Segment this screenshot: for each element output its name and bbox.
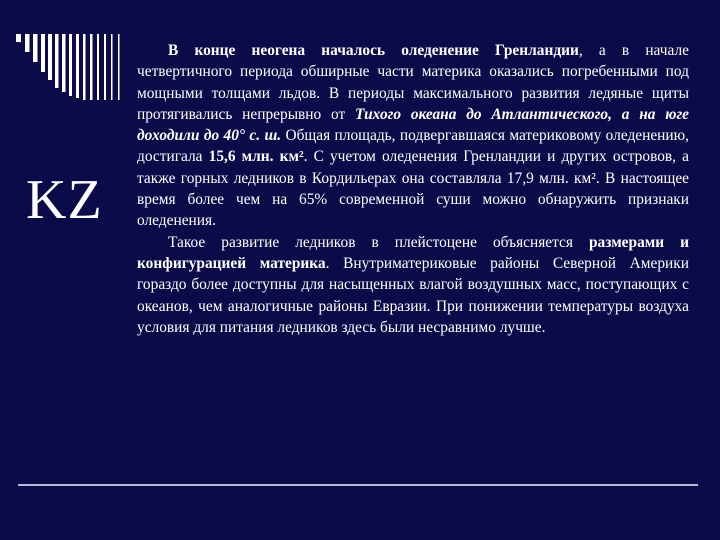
stripe	[118, 34, 120, 100]
paragraph-1-text-a: , а в начале четвертичного периода обширные части материка оказались погребенными под мощными толщами льдов. В периоды максимального развития ледяные щиты протягивались непрерывно от	[137, 42, 689, 123]
stripe	[33, 34, 38, 62]
paragraph-1-text-c: . С учетом оледенения Гренландии и других островов, а также горных ледников в Кордильерах она составляла 17,9 млн. км². В настоящее время более чем на 65% современной суши можно обнаружить признаки оледенения.	[137, 148, 689, 230]
logo-kz: KZ	[26, 169, 103, 231]
bottom-divider	[18, 484, 698, 486]
stripe	[48, 34, 52, 80]
stripe	[83, 34, 86, 100]
stripe	[69, 34, 72, 96]
slide-body	[137, 40, 689, 338]
bold-area: 15,6 млн. км²	[208, 148, 304, 166]
stripe	[41, 34, 45, 72]
paragraph-1-text-b: Общая площадь, подвергавшаяся материковому оледенению, достигала	[137, 127, 689, 166]
decorative-stripes	[16, 34, 126, 100]
stripe	[90, 34, 93, 100]
stripe	[16, 34, 21, 42]
paragraph-2	[137, 232, 689, 338]
stripe	[97, 34, 99, 100]
stripe	[104, 34, 106, 100]
stripe	[76, 34, 79, 98]
stripe	[111, 34, 113, 100]
bold-intro: В конце неогена началось оледенение Гренландии	[168, 42, 579, 59]
stripe	[55, 34, 59, 88]
stripe	[62, 34, 66, 92]
paragraph-1	[137, 40, 689, 232]
bold-size-config: размерами и конфигурацией материка	[137, 233, 689, 272]
stripe	[25, 34, 30, 52]
paragraph-2-text-a: Такое развитие ледников в плейстоцене объясняется	[168, 233, 589, 251]
italic-bold-span: Тихого океана до Атлантического, а на юге доходили до 40° с. ш.	[137, 105, 689, 145]
paragraph-2-text-b: . Внутриматериковые районы Северной Америки гораздо более доступны для насыщенных влагой воздушных масс, поступающих с океанов, чем аналогичные районы Евразии. При понижении температуры воздуха условия для питания ледников здесь были несравнимо лучше.	[137, 254, 689, 336]
